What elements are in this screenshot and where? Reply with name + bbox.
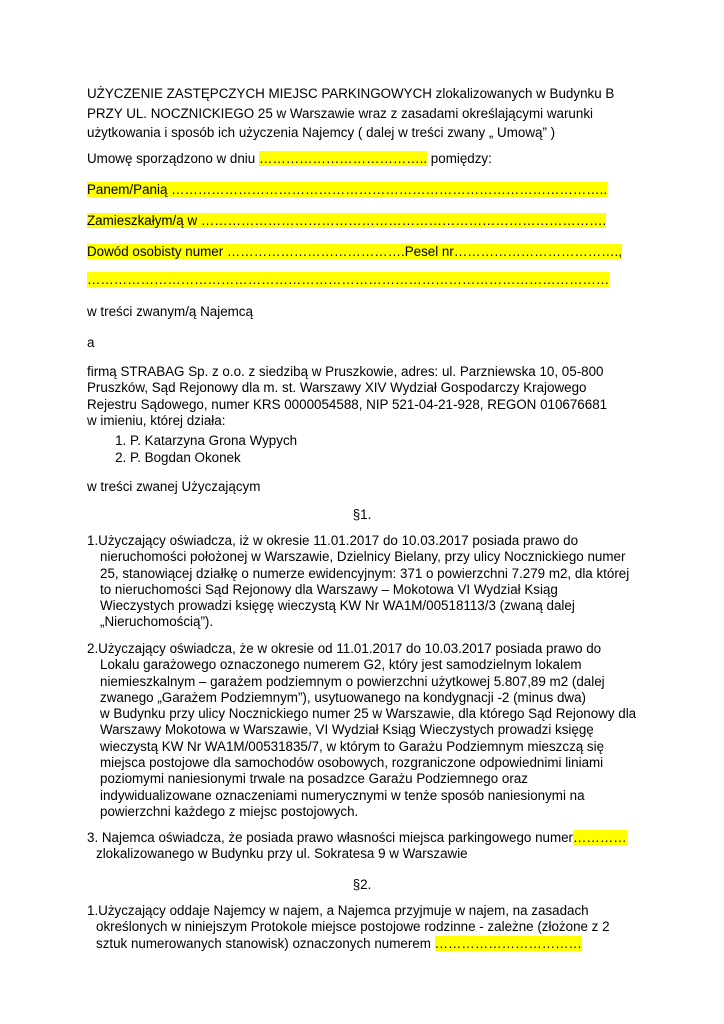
tenant-name-field[interactable]: [87, 181, 647, 198]
section-1-heading: §1.: [352, 507, 372, 522]
paragraph-line: określonych w niniejszym Protokole miejsce postojowe rodzinne - zależne (złożone z 2: [96, 919, 610, 935]
tenant-id-field[interactable]: [87, 243, 647, 260]
tenant-id-text: Dowód osobisty numer ………………………………….Pesel nr……………………………….,: [87, 244, 622, 259]
paragraph-line: wieczystą KW Nr WA1M/00531835/7, w którym to Garażu Podziemnym mieszczą się: [100, 738, 605, 754]
section-1-paragraph-3: [87, 830, 647, 863]
paragraph-line: indywidualizowane oznaczeniami numerycznymi w tenże sposób naniesionymi na: [100, 787, 585, 803]
tenant-extra-text: ………………………………………………………………………………………………………: [87, 272, 610, 287]
title-line: PRZY UL. NOCZNICKIEGO 25 w Warszawie wraz z zasadami określającymi warunki: [87, 105, 593, 121]
company-line: w imieniu, której działa:: [87, 412, 226, 428]
tenant-address-field[interactable]: [87, 212, 647, 229]
agreement-date-suffix: pomiędzy:: [427, 151, 492, 166]
paragraph-line: „Nieruchomością”).: [100, 614, 214, 630]
agreement-date-line: [87, 150, 647, 167]
paragraph-line: zlokalizowanego w Budynku przy ul. Sokratesa 9 w Warszawie: [96, 846, 468, 862]
parking-space-number-blank[interactable]: ……………………………: [434, 935, 582, 951]
paragraph-line: w Budynku przy ulicy Nocznickiego numer 25 w Warszawie, dla którego Sąd Rejonowy dla: [100, 706, 637, 722]
paragraph-line: Warszawy Mokotowa w Warszawie, VI Wydział Ksiąg Wieczystych prowadzi księgę: [100, 722, 594, 738]
representatives-list: [109, 432, 297, 466]
tenant-address-text: Zamieszkałym/ą w ……………………………………………………………………………….: [87, 213, 607, 228]
paragraph-line: 25, stanowiącej działkę o numerze ewidencyjnym: 371 o powierzchni 7.279 m2, dla której: [100, 565, 630, 581]
paragraph-text: 3. Najemca oświadcza, że posiada prawo własności miejsca parkingowego numer: [87, 830, 574, 845]
paragraph-line: [87, 830, 647, 846]
section-2-heading: §2.: [352, 877, 372, 892]
company-line: firmą STRABAG Sp. z o.o. z siedzibą w Pruszkowie, adres: ul. Parzniewska 10, 05-800: [87, 364, 604, 379]
parking-number-blank[interactable]: …………: [573, 830, 627, 845]
paragraph-line: miejsca postojowe dla samochodów osobowych, rozgraniczone odpowiednimi liniami: [100, 755, 604, 771]
paragraph-line: 1.Użyczający oświadcza, iż w okresie 11.01.2017 do 10.03.2017 posiada prawo do: [87, 533, 579, 548]
paragraph-line: zwanego „Garażem Podziemnym”), usytuowanego na kondygnacji -2 (minus dwa): [100, 689, 587, 705]
agreement-date-prefix: Umowę sporządzono w dniu: [87, 151, 259, 166]
lender-label: w treści zwanej Użyczającym: [87, 479, 261, 494]
paragraph-line: [87, 936, 647, 952]
company-block: [87, 364, 647, 429]
agreement-date-blank[interactable]: ………………………………..: [258, 151, 428, 166]
paragraph-text: sztuk numerowanych stanowisk) oznaczonych numerem: [96, 935, 435, 951]
tenant-extra-field[interactable]: [87, 271, 647, 288]
document-title: [87, 84, 647, 143]
paragraph-line: 2.Użyczający oświadcza, że w okresie od 11.01.2017 do 10.03.2017 posiada prawo do: [87, 641, 602, 656]
paragraph-line: to nieruchomości Sąd Rejonowy dla Warszawy – Mokotowa VI Wydział Ksiąg: [100, 581, 558, 597]
paragraph-line: powierzchni każdego z miejsc postojowych.: [100, 803, 359, 819]
company-line: Rejestru Sądowego, numer KRS 0000054588, NIP 521-04-21-928, REGON 010676681: [87, 396, 608, 412]
section-1-paragraph-1: [87, 533, 647, 631]
paragraph-line: poziomymi naniesionymi trwale na posadzce Garażu Podziemnego oraz: [100, 771, 528, 787]
paragraph-line: nieruchomości położonej w Warszawie, Dzielnicy Bielany, przy ulicy Nocznickiego numer: [100, 549, 626, 565]
tenant-name-text: Panem/Panią ……………………………………………………………………………………..: [87, 182, 608, 197]
title-line: UŻYCZENIE ZASTĘPCZYCH MIEJSC PARKINGOWYCH zlokalizowanych w Budynku B: [87, 86, 615, 101]
company-line: Pruszków, Sąd Rejonowy dla m. st. Warszawy XIV Wydział Gospodarczy Krajowego: [87, 380, 587, 396]
representative-item: 2. P. Bogdan Okonek: [130, 449, 297, 466]
representative-item: 1. P. Katarzyna Grona Wypych: [130, 432, 297, 449]
paragraph-line: Wieczystych prowadzi księgę wieczystą KW Nr WA1M/00518113/3 (zwaną dalej: [100, 598, 575, 614]
paragraph-line: niemieszkalnym – garażem podziemnym o powierzchni użytkowej 5.807,89 m2 (dalej: [100, 673, 605, 689]
tenant-label: w treści zwanym/ą Najemcą: [87, 304, 253, 319]
title-line: użytkowania i sposób ich użyczenia Najemcy ( dalej w treści zwany „ Umową” ): [87, 125, 556, 140]
section-1-paragraph-2: [87, 641, 647, 820]
paragraph-line: 1.Użyczający oddaje Najemcy w najem, a Najemca przyjmuje w najem, na zasadach: [87, 903, 589, 918]
conjunction: a: [87, 335, 95, 350]
section-2-paragraph-1: [87, 903, 647, 952]
paragraph-line: Lokalu garażowego oznaczonego numerem G2, który jest samodzielnym lokalem: [100, 657, 582, 673]
